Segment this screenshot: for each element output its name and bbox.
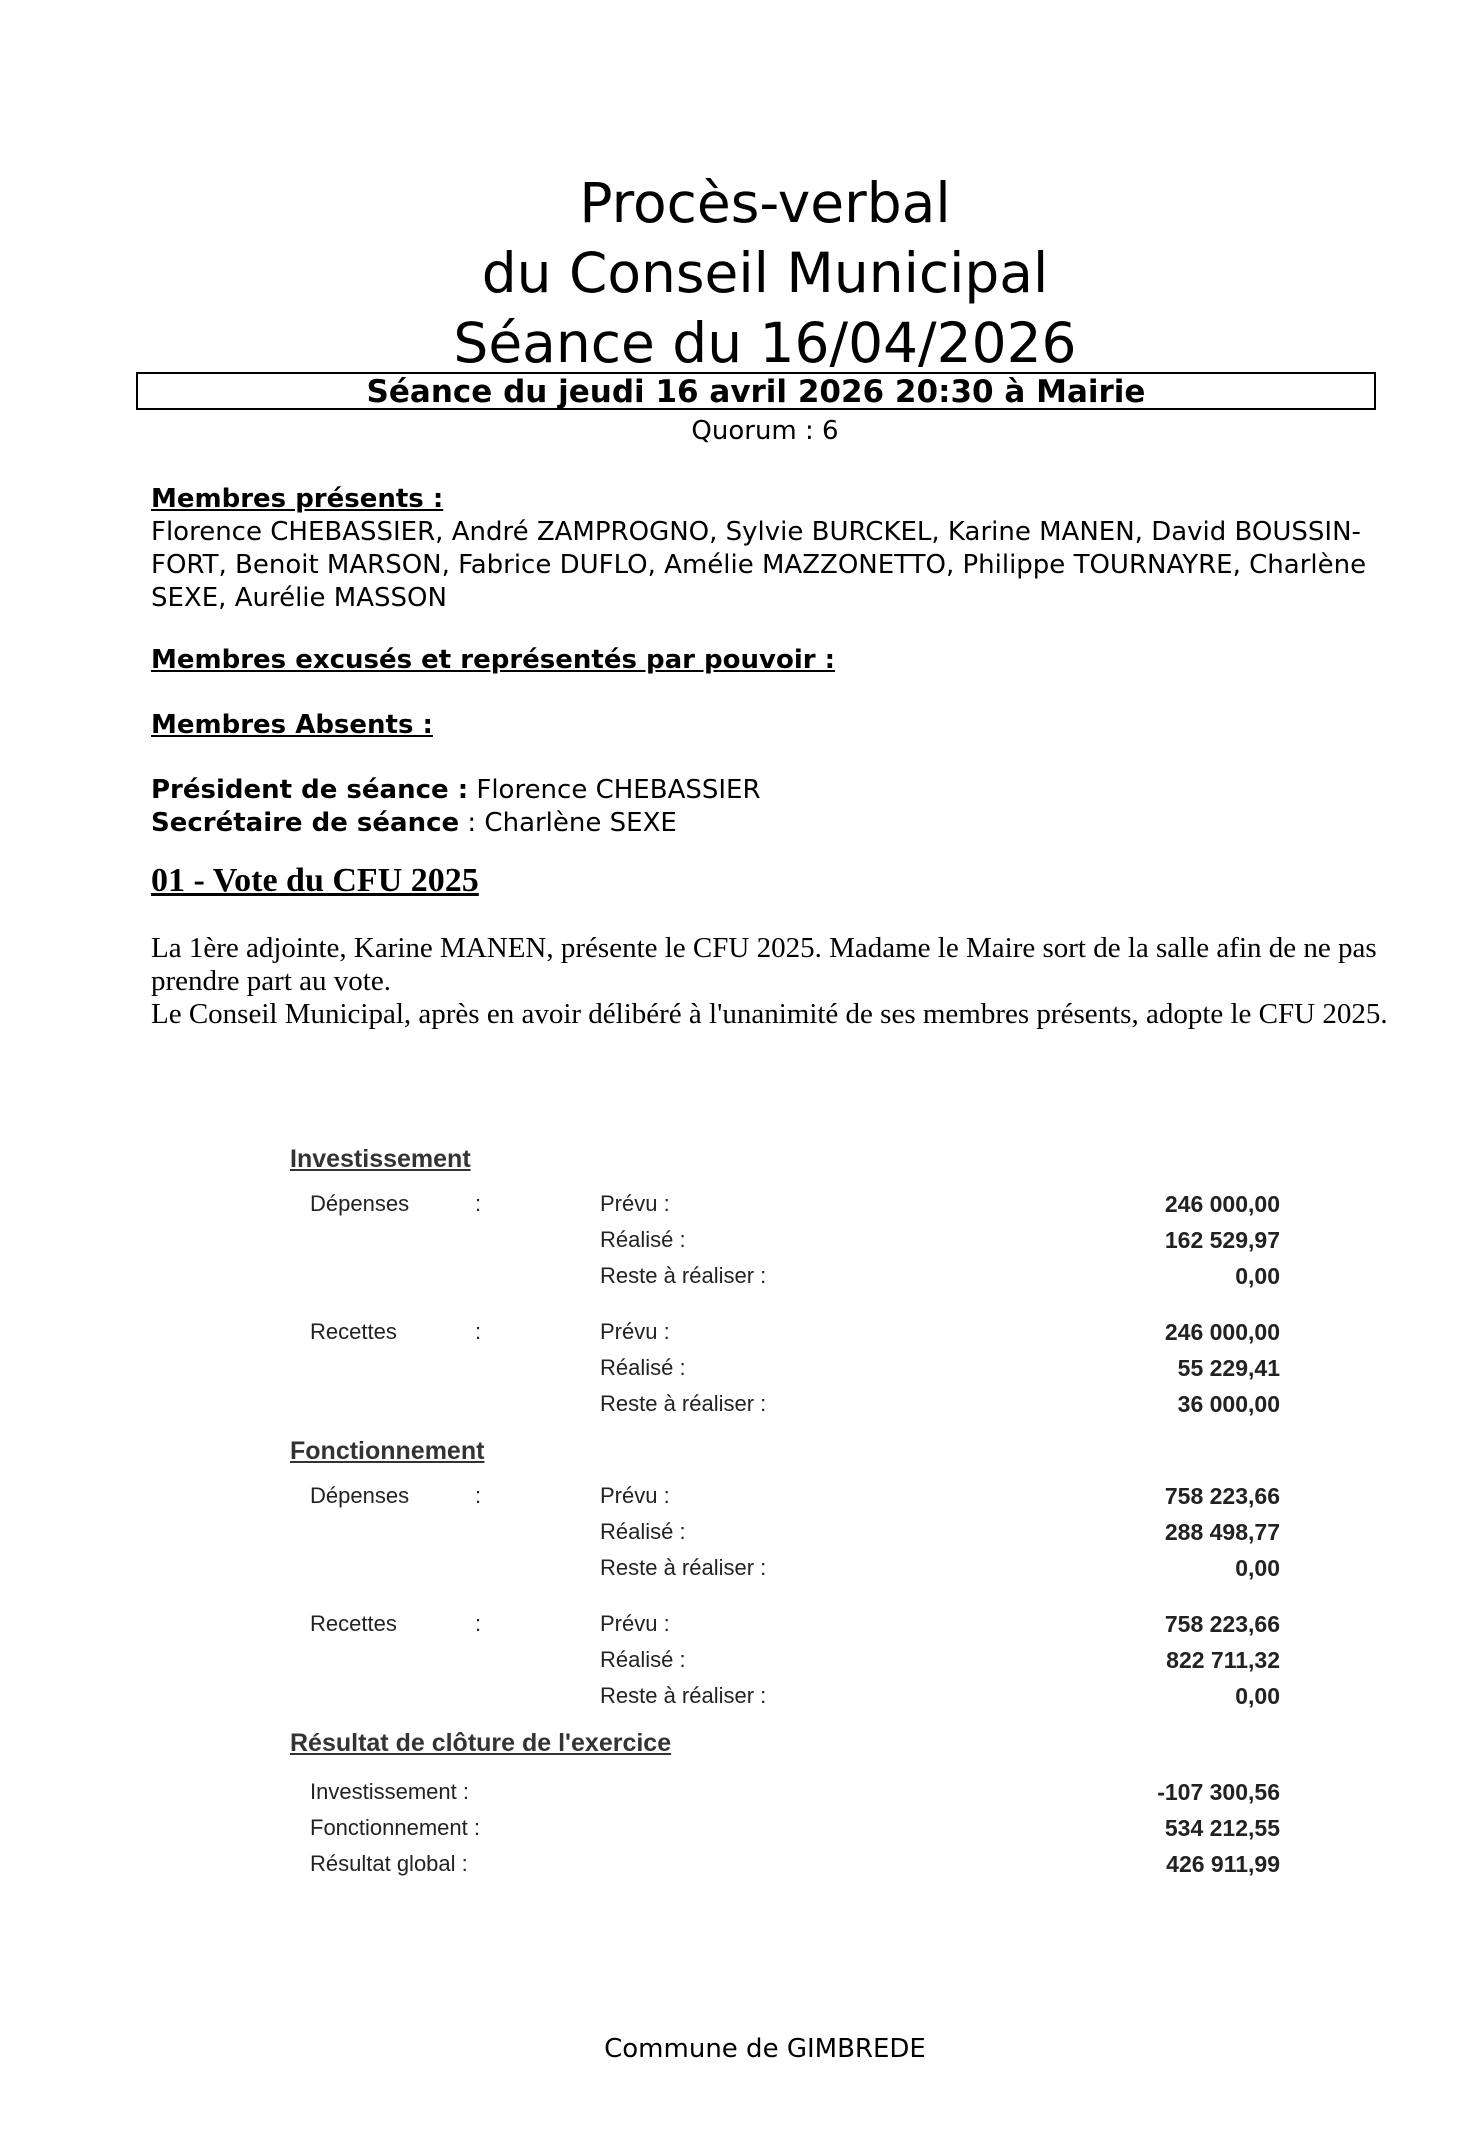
members-present xyxy=(151,483,1401,615)
resultat-title: Résultat de clôture de l'exercice xyxy=(290,1729,672,1757)
quorum-text: Quorum : 6 xyxy=(691,416,839,446)
fonc-recettes-realise-row: Réalisé : 822 711,32 xyxy=(600,1647,1280,1673)
title-line-1: Procès-verbal xyxy=(579,171,951,235)
finance-summary xyxy=(290,1142,1290,1882)
resultat-fonctionnement-row: Fonctionnement : 534 212,55 xyxy=(310,1815,1280,1841)
item-paragraph-2: Le Conseil Municipal, après en avoir délibéré à l'unanimité de ses membres présents, adopte le CFU 2025. xyxy=(151,998,1388,1030)
fonctionnement-title: Fonctionnement xyxy=(290,1437,485,1465)
president-label: Président de séance : xyxy=(151,775,469,805)
title-line-3: Séance du 16/04/2026 xyxy=(453,311,1077,375)
secretary-line xyxy=(151,807,1401,840)
secretary-label: Secrétaire de séance xyxy=(151,808,460,838)
title-line-2: du Conseil Municipal xyxy=(481,241,1049,305)
members-present-list: Florence CHEBASSIER, André ZAMPROGNO, Sylvie BURCKEL, Karine MANEN, David BOUSSIN-FORT, Benoit MARSON, Fabrice DUFLO, Amélie MAZZONETTO, Philippe TOURNAYRE, Charlène SEXE, Aurélie MASSON xyxy=(151,517,1367,613)
inv-recettes-prevu-row: Recettes : Prévu : 246 000,00 xyxy=(310,1319,1280,1345)
inv-recettes-reste-row: Reste à réaliser : 36 000,00 xyxy=(600,1391,1280,1417)
fonc-depenses-reste-row: Reste à réaliser : 0,00 xyxy=(600,1555,1280,1581)
footer-commune: Commune de GIMBREDE xyxy=(604,2034,926,2064)
session-banner: Séance du jeudi 16 avril 2026 20:30 à Mairie xyxy=(136,372,1376,410)
members-absent-label: Membres Absents : xyxy=(151,710,433,740)
inv-depenses-realise-row: Réalisé : 162 529,97 xyxy=(600,1227,1280,1253)
fonc-recettes-prevu-row: Recettes : Prévu : 758 223,66 xyxy=(310,1611,1280,1637)
secretary-name: : Charlène SEXE xyxy=(459,808,677,838)
inv-depenses-reste-row: Reste à réaliser : 0,00 xyxy=(600,1263,1280,1289)
item-paragraph-1: La 1ère adjointe, Karine MANEN, présente le CFU 2025. Madame le Maire sort de la salle afin de ne pas prendre part au vote. xyxy=(151,932,1377,997)
item-paragraph xyxy=(151,932,1441,1031)
resultat-global-row: Résultat global : 426 911,99 xyxy=(310,1851,1280,1877)
fonc-depenses-prevu-row: Dépenses : Prévu : 758 223,66 xyxy=(310,1483,1280,1509)
item-heading: 01 - Vote du CFU 2025 xyxy=(151,862,479,899)
fonc-depenses-realise-row: Réalisé : 288 498,77 xyxy=(600,1519,1280,1545)
session-officers xyxy=(151,774,1401,840)
president-name: Florence CHEBASSIER xyxy=(468,775,761,805)
document-title xyxy=(0,168,1472,378)
inv-depenses-prevu-row: Dépenses : Prévu : 246 000,00 xyxy=(310,1191,1280,1217)
inv-recettes-realise-row: Réalisé : 55 229,41 xyxy=(600,1355,1280,1381)
members-excused-label: Membres excusés et représentés par pouvoir : xyxy=(151,645,836,675)
resultat-investissement-row: Investissement : -107 300,56 xyxy=(310,1779,1280,1805)
fonc-recettes-reste-row: Reste à réaliser : 0,00 xyxy=(600,1683,1280,1709)
president-line xyxy=(151,774,1401,807)
investissement-title: Investissement xyxy=(290,1145,471,1173)
members-present-label: Membres présents : xyxy=(151,484,444,514)
